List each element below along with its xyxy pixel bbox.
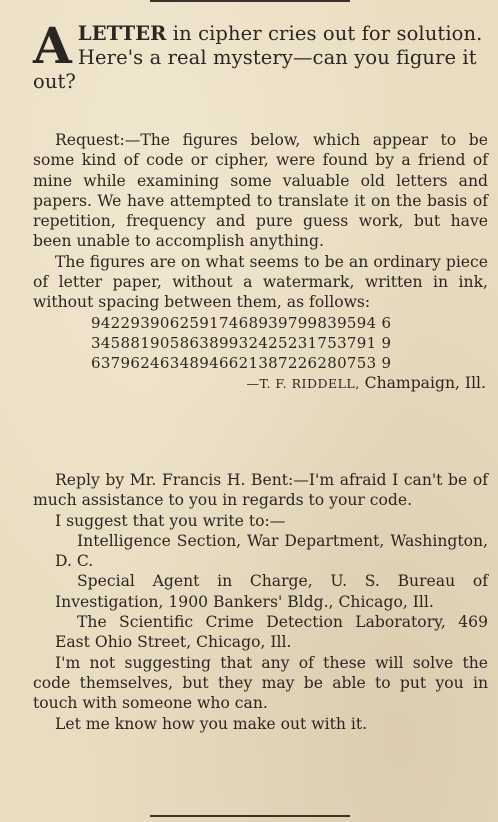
request-section xyxy=(33,130,488,394)
request-paragraph xyxy=(33,130,488,252)
address-intelligence-section: Intelligence Section, War Department, Washington, D. C. xyxy=(55,531,488,571)
request-description: The figures are on what seems to be an ordinary piece of letter paper, without a watermark, written in ink, without spacing between them, as follows: xyxy=(33,252,488,312)
request-label: Request:— xyxy=(55,131,141,149)
address-crime-lab: The Scientific Crime Detection Laboratory, 469 East Ohio Street, Chicago, Ill. xyxy=(55,613,488,652)
reply-closing: I'm not suggesting that any of these will solve the code themselves, but they may be able to put you in touch with someone who can. xyxy=(33,653,488,713)
reply-section xyxy=(33,470,488,734)
cipher-line-3: 63796246348946621387226280753 9 xyxy=(91,353,392,372)
bottom-rule xyxy=(150,815,350,817)
cipher-line-1: 94229390625917468939799839594 6 xyxy=(91,313,392,332)
address-bureau-investigation: Special Agent in Charge, U. S. Bureau of Investigation, 1900 Bankers' Bldg., Chicago, Ill. xyxy=(55,572,488,611)
signature-name: —T. F. RIDDELL, xyxy=(246,375,360,391)
headline-text: in cipher cries out for solution. Here's a real mystery—can you figure it out? xyxy=(33,22,483,93)
request-signature xyxy=(33,373,488,394)
signature-place: Champaign, Ill. xyxy=(359,373,486,392)
reply-intro: Reply by Mr. Francis H. Bent:—I'm afraid I can't be of much assistance to you in regards to your code. xyxy=(33,471,488,510)
headline-lead-word: LETTER xyxy=(77,22,167,45)
drop-cap: A xyxy=(33,16,72,75)
reply-signoff: Let me know how you make out with it. xyxy=(55,714,368,733)
request-text: The figures below, which appear to be some kind of code or cipher, were found by a friend of mine while examining some valuable old letters and papers. We have attempted to translate it on the basis of repetition, frequency and pure guess work, but have been unable to accomplish anything. xyxy=(33,131,488,251)
headline xyxy=(33,16,488,94)
cipher-line-2: 34588190586389932425231753791 9 xyxy=(91,333,392,352)
top-rule xyxy=(150,0,350,2)
reply-suggest: I suggest that you write to:— xyxy=(55,511,286,530)
